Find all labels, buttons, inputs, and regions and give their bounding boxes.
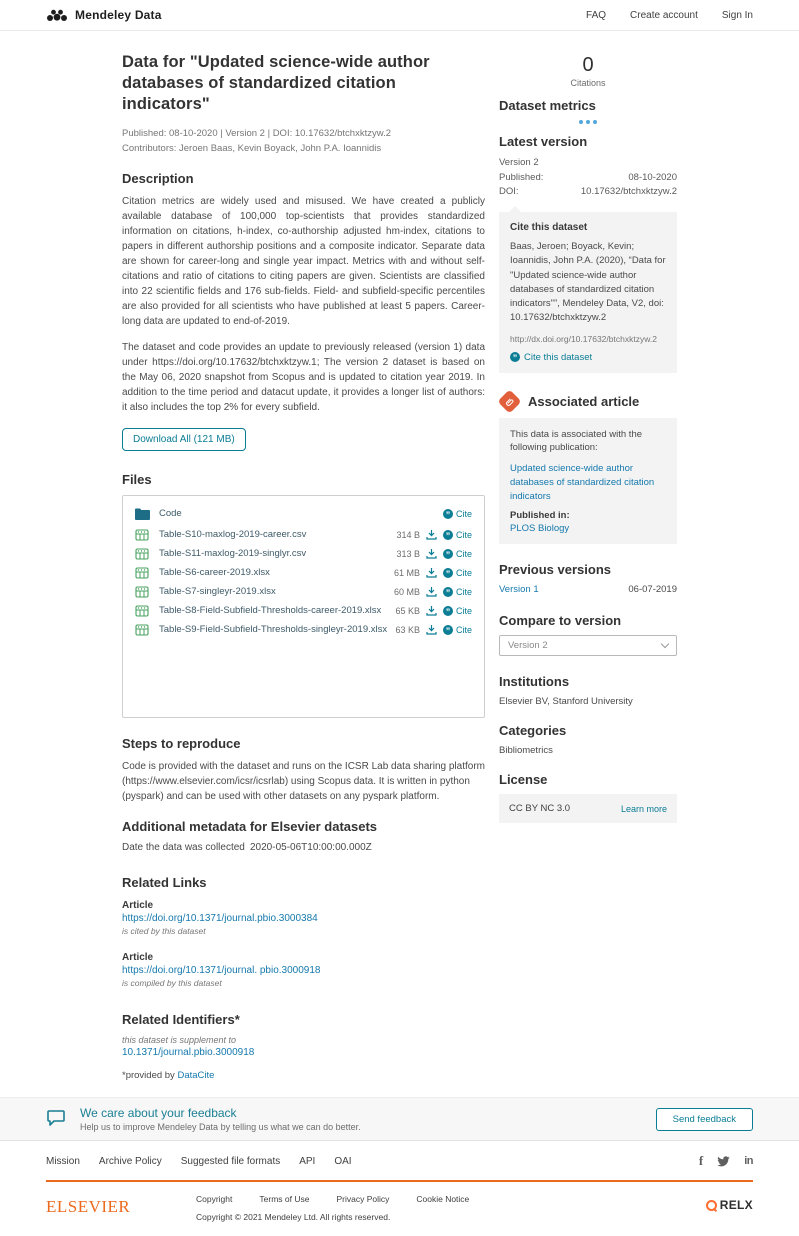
contributors-line: Contributors: Jeroen Baas, Kevin Boyack, John P.A. Ioannidis	[122, 142, 382, 154]
spreadsheet-icon	[135, 623, 151, 636]
feedback-text-block	[80, 1106, 361, 1132]
nav-create-account[interactable]: Create account	[630, 9, 698, 21]
download-icon[interactable]	[426, 605, 437, 616]
file-cite-button[interactable]	[443, 568, 472, 578]
brand-name: Mendeley Data	[75, 8, 162, 22]
related-link-type: Article	[122, 900, 154, 912]
spreadsheet-icon	[135, 604, 151, 617]
related-identifiers-heading: Related Identifiers*	[122, 1012, 240, 1028]
cite-icon: ”	[443, 625, 453, 635]
spreadsheet-icon	[135, 528, 151, 541]
previous-version-row	[499, 584, 677, 595]
associated-intro: This data is associated with the following publication:	[510, 428, 643, 454]
cite-icon: ”	[443, 568, 453, 578]
file-cite-button[interactable]	[443, 606, 472, 616]
description-paragraph-2: The dataset and code provides an update to previously released (version 1) data under https://doi.org/10.17632/btchxktzyw.1; The version 2 dataset is based on the May 06, 2020 snapshot from Scopus and is updated to citation year 2019. In addition to the time period and datacut update, it provides a longer list of authors: it also includes the top 2% for every subfield.	[122, 342, 485, 414]
nav-sign-in[interactable]: Sign In	[721, 9, 753, 21]
journal-link[interactable]: PLOS Biology	[510, 523, 570, 535]
citation-text: Baas, Jeroen; Boyack, Kevin; Ioannidis, John P.A. (2020), “Data for "Updated science-wide author databases of standardized citation indicators"”, Mendeley Data, V2, doi: 10.17632/btchxktzyw.2	[510, 241, 666, 324]
version-1-date: 06-07-2019	[628, 584, 677, 596]
cite-icon: ”	[443, 587, 453, 597]
file-size: 313 B	[396, 548, 420, 559]
related-link-note: is compiled by this dataset	[122, 978, 222, 989]
doi-label: DOI:	[499, 186, 519, 198]
steps-heading: Steps to reproduce	[122, 736, 241, 752]
cite-label: Cite	[455, 529, 472, 540]
cite-icon: ”	[443, 549, 453, 559]
related-link-note: is cited by this dataset	[122, 926, 206, 937]
version-value: Version 2	[499, 157, 539, 168]
file-name[interactable]: Table-S7-singleyr-2019.xlsx	[159, 586, 276, 598]
table-row	[135, 582, 472, 601]
citations-label: Citations	[570, 78, 606, 88]
related-link-item	[122, 952, 485, 988]
file-name[interactable]: Table-S8-Field-Subfield-Thresholds-career-2019.xlsx	[159, 605, 382, 617]
citation-url: http://dx.doi.org/10.17632/btchxktzyw.2	[510, 333, 657, 344]
footer-nav-suggested-file-formats[interactable]: Suggested file formats	[180, 1155, 281, 1167]
cite-this-dataset-button[interactable]	[510, 352, 666, 363]
metadata-label: Date the data was collected	[122, 842, 245, 854]
table-row	[135, 601, 472, 620]
top-header	[0, 0, 799, 31]
cite-label: Cite	[455, 508, 472, 519]
paperclip-icon	[497, 389, 521, 413]
table-row	[135, 525, 472, 544]
related-identifier-link[interactable]: 10.1371/journal.pbio.3000918	[122, 1047, 255, 1059]
nav-faq[interactable]: FAQ	[586, 9, 607, 21]
description-heading: Description	[122, 171, 194, 187]
speech-bubble-icon	[46, 1110, 66, 1128]
compare-version-select[interactable]	[499, 635, 677, 656]
compare-heading: Compare to version	[499, 613, 622, 629]
institutions-heading: Institutions	[499, 674, 570, 690]
spreadsheet-icon	[135, 585, 151, 598]
cite-label: Cite	[455, 605, 472, 616]
related-link-url[interactable]: https://doi.org/10.1371/journal. pbio.3000918	[122, 965, 321, 977]
footer-cookie-link[interactable]: Cookie Notice	[416, 1194, 470, 1205]
file-size: 60 MB	[393, 586, 420, 597]
cite-label: Cite	[455, 586, 472, 597]
cite-icon: ”	[443, 509, 453, 519]
file-size: 314 B	[396, 529, 420, 540]
file-size: 61 MB	[393, 567, 420, 578]
relx-logo[interactable]	[706, 1198, 753, 1212]
categories-value: Bibliometrics	[499, 745, 553, 757]
download-icon[interactable]	[426, 548, 437, 559]
related-link-type: Article	[122, 952, 154, 964]
folder-name[interactable]: Code	[159, 508, 182, 520]
table-row	[135, 620, 472, 639]
associated-article-heading: Associated article	[528, 393, 640, 409]
published-line: Published: 08-10-2020 | Version 2 | DOI: 10.17632/btchxktzyw.2	[122, 127, 391, 139]
previous-versions-heading: Previous versions	[499, 562, 611, 578]
copyright-line: Copyright © 2021 Mendeley Ltd. All rights reserved.	[196, 1212, 391, 1223]
description-paragraph-1: Citation metrics are widely used and misused. We have created a publicly available database of 100,000 top-scientists that provides standardized information on citations, h-index, co-authorship adjusted hm-index, citations to papers in different authorship positions and a composite indicator. Separate data are shown for career-long and single year impact. Metrics with and without self-citations and ratio of citations to citing papers are given. Scientists are classified into 22 scientific fields and 176 sub-fields. Field- and subfield-specific percentiles are also provided for all scientists who have published at least 5 papers. Career-long data are updated to end-of-2019.	[122, 196, 485, 328]
spreadsheet-icon	[135, 547, 151, 560]
download-icon[interactable]	[426, 624, 437, 635]
dataset-metrics-heading: Dataset metrics	[499, 98, 596, 113]
categories-heading: Categories	[499, 723, 567, 739]
feedback-subtitle: Help us to improve Mendeley Data by telling us what we can do better.	[80, 1122, 361, 1133]
cite-label: Cite	[455, 548, 472, 559]
elsevier-logo[interactable]: ELSEVIER	[46, 1197, 131, 1217]
related-link-url[interactable]: https://doi.org/10.1371/journal.pbio.3000384	[122, 913, 318, 925]
relx-mark-icon	[706, 1200, 717, 1211]
file-cite-button[interactable]	[443, 549, 472, 559]
institutions-value: Elsevier BV, Stanford University	[499, 696, 633, 708]
citations-count: 0	[582, 54, 594, 76]
additional-metadata-heading: Additional metadata for Elsevier datasets	[122, 819, 378, 835]
chevron-down-icon	[661, 640, 669, 648]
provided-by-prefix: *provided by	[122, 1070, 178, 1082]
file-size: 65 KB	[395, 605, 420, 616]
file-cite-button[interactable]	[443, 587, 472, 597]
folder-cite-button[interactable]	[443, 509, 472, 519]
linkedin-icon[interactable]: in	[744, 1155, 753, 1168]
datacite-link[interactable]: DataCite	[177, 1070, 215, 1082]
footer	[0, 1141, 799, 1236]
file-name[interactable]: Table-S6-career-2019.xlsx	[159, 567, 270, 579]
download-all-button[interactable]: Download All (121 MB)	[122, 428, 246, 451]
related-identifier-note: this dataset is supplement to	[122, 1035, 237, 1046]
associated-article-panel	[499, 418, 677, 545]
mendeley-logo-icon	[46, 8, 68, 23]
license-name: CC BY NC 3.0	[509, 803, 571, 815]
steps-text: Code is provided with the dataset and runs on the ICSR Lab data sharing platform (https://www.elsevier.com/icsr/icsrlab) using Scopus data. It is written in python (pyspark) and can be used with other datasets on any pyspark platform.	[122, 761, 485, 803]
file-name[interactable]: Table-S9-Field-Subfield-Thresholds-singleyr-2019.xlsx	[159, 624, 388, 636]
download-icon[interactable]	[426, 586, 437, 597]
footer-privacy-link[interactable]: Privacy Policy	[336, 1194, 390, 1205]
citations-counter	[499, 54, 677, 88]
file-cite-button[interactable]	[443, 625, 472, 635]
cite-link-label: Cite this dataset	[524, 351, 593, 363]
published-label: Published:	[499, 171, 544, 183]
mendeley-data-logo[interactable]	[46, 8, 162, 23]
version-1-link[interactable]: Version 1	[499, 584, 539, 596]
cite-icon: ”	[443, 530, 453, 540]
file-cite-button[interactable]	[443, 530, 472, 540]
footer-nav-api[interactable]: API	[299, 1155, 316, 1167]
page-title: Data for "Updated science-wide author databases of standardized citation indicators"	[122, 53, 430, 113]
doi-row	[499, 185, 677, 200]
feedback-bar	[0, 1097, 799, 1141]
cite-icon: ”	[443, 606, 453, 616]
license-panel	[499, 794, 677, 823]
selected-version: Version 2	[508, 640, 548, 652]
cite-label: Cite	[455, 624, 472, 635]
published-value: 08-10-2020	[628, 171, 677, 183]
cite-dataset-panel	[499, 212, 677, 373]
footer-nav-mission[interactable]: Mission	[46, 1155, 80, 1167]
download-icon[interactable]	[426, 567, 437, 578]
latest-version-row	[499, 156, 677, 171]
latest-version-heading: Latest version	[499, 134, 588, 149]
footer-terms-link[interactable]: Terms of Use	[259, 1194, 310, 1205]
doi-value: 10.17632/btchxktzyw.2	[580, 186, 677, 198]
download-icon[interactable]	[426, 529, 437, 540]
footer-copyright-link[interactable]: Copyright	[196, 1194, 233, 1205]
twitter-icon[interactable]	[717, 1156, 730, 1167]
associated-article-header	[499, 393, 677, 410]
feedback-title: We care about your feedback	[80, 1106, 237, 1121]
footer-nav-oai[interactable]: OAI	[334, 1155, 352, 1167]
footer-nav-archive-policy[interactable]: Archive Policy	[98, 1155, 162, 1167]
metadata-row	[122, 842, 485, 853]
files-panel	[122, 495, 485, 718]
folder-row	[135, 504, 472, 523]
facebook-icon[interactable]: f	[698, 1153, 704, 1169]
send-feedback-button[interactable]: Send feedback	[656, 1108, 753, 1131]
panel-pointer	[509, 206, 521, 212]
file-name[interactable]: Table-S11-maxlog-2019-singlyr.csv	[159, 548, 307, 560]
published-row	[499, 171, 677, 186]
spreadsheet-icon	[135, 566, 151, 579]
associated-article-link[interactable]: Updated science-wide author databases of standardized citation indicators	[510, 463, 655, 502]
files-heading: Files	[122, 472, 152, 488]
relx-wordmark: RELX	[719, 1198, 753, 1213]
folder-icon	[135, 508, 151, 520]
license-learn-more-link[interactable]: Learn more	[620, 803, 667, 814]
related-links-heading: Related Links	[122, 875, 207, 891]
published-in-label: Published in:	[510, 510, 570, 522]
cite-box-heading: Cite this dataset	[510, 222, 588, 234]
provided-by-line	[122, 1070, 485, 1081]
table-row	[135, 563, 472, 582]
license-heading: License	[499, 772, 548, 788]
related-link-item	[122, 900, 485, 936]
metrics-loading-dots-icon	[499, 120, 677, 124]
metadata-value: 2020-05-06T10:00:00.000Z	[250, 842, 372, 854]
table-row	[135, 544, 472, 563]
cite-icon: ”	[510, 352, 520, 362]
cite-label: Cite	[455, 567, 472, 578]
file-size: 63 KB	[395, 624, 420, 635]
file-name[interactable]: Table-S10-maxlog-2019-career.csv	[159, 529, 307, 541]
